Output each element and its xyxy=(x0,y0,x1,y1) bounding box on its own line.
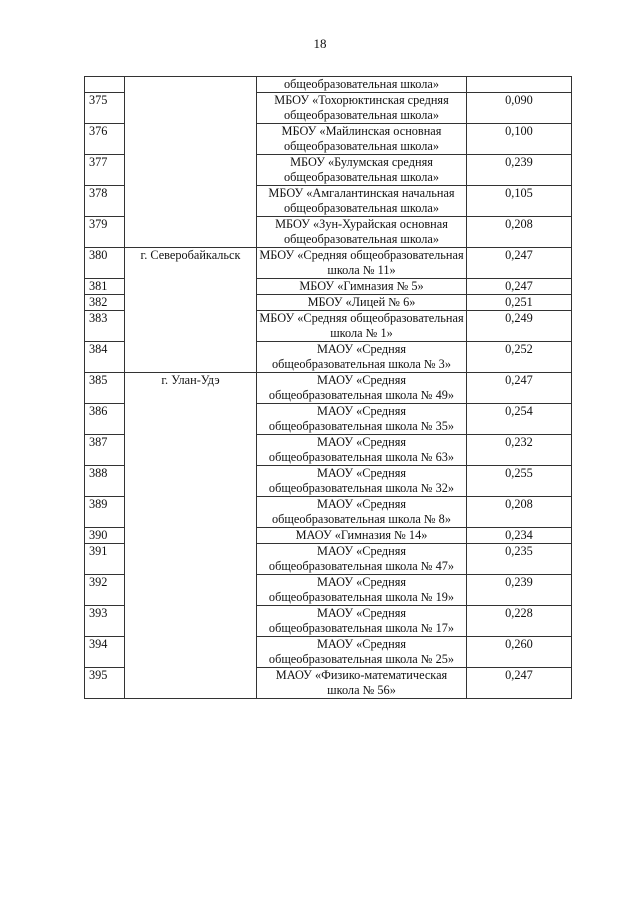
school-name-cell: МБОУ «Средняя общеобразовательная школа № 1» xyxy=(257,311,467,342)
school-name-cell: МАОУ «Средняя общеобразовательная школа № 17» xyxy=(257,606,467,637)
row-number-cell: 394 xyxy=(85,637,125,668)
row-number-cell: 395 xyxy=(85,668,125,699)
row-number-cell: 383 xyxy=(85,311,125,342)
school-name-cell: МБОУ «Майлинская основная общеобразовательная школа» xyxy=(257,124,467,155)
value-cell: 0,260 xyxy=(467,637,572,668)
value-cell: 0,208 xyxy=(467,217,572,248)
school-name-cell: МБОУ «Зун-Хурайская основная общеобразовательная школа» xyxy=(257,217,467,248)
row-number-cell: 377 xyxy=(85,155,125,186)
school-name-cell: МБОУ «Булумская средняя общеобразовательная школа» xyxy=(257,155,467,186)
school-name-cell: МАОУ «Средняя общеобразовательная школа № 8» xyxy=(257,497,467,528)
row-number-cell: 393 xyxy=(85,606,125,637)
school-name-cell: МАОУ «Средняя общеобразовательная школа № 49» xyxy=(257,373,467,404)
row-number-cell: 386 xyxy=(85,404,125,435)
row-number-cell: 379 xyxy=(85,217,125,248)
row-number-cell: 389 xyxy=(85,497,125,528)
school-name-cell: МАОУ «Средняя общеобразовательная школа № 25» xyxy=(257,637,467,668)
row-number-cell: 392 xyxy=(85,575,125,606)
value-cell: 0,208 xyxy=(467,497,572,528)
value-cell: 0,247 xyxy=(467,373,572,404)
school-name-cell: МАОУ «Физико-математическая школа № 56» xyxy=(257,668,467,699)
school-name-cell: МБОУ «Тохорюктинская средняя общеобразовательная школа» xyxy=(257,93,467,124)
value-cell xyxy=(467,77,572,93)
school-name-cell: МАОУ «Средняя общеобразовательная школа № 35» xyxy=(257,404,467,435)
value-cell: 0,090 xyxy=(467,93,572,124)
row-number-cell: 382 xyxy=(85,295,125,311)
value-cell: 0,247 xyxy=(467,279,572,295)
row-number-cell: 385 xyxy=(85,373,125,404)
value-cell: 0,100 xyxy=(467,124,572,155)
value-cell: 0,249 xyxy=(467,311,572,342)
school-name-cell: МАОУ «Средняя общеобразовательная школа № 63» xyxy=(257,435,467,466)
value-cell: 0,105 xyxy=(467,186,572,217)
value-cell: 0,239 xyxy=(467,575,572,606)
value-cell: 0,255 xyxy=(467,466,572,497)
row-number-cell: 391 xyxy=(85,544,125,575)
row-number-cell: 378 xyxy=(85,186,125,217)
table-row xyxy=(85,248,572,279)
row-number-cell: 388 xyxy=(85,466,125,497)
school-name-cell: общеобразовательная школа» xyxy=(257,77,467,93)
city-cell: г. Улан-Удэ xyxy=(125,373,257,699)
row-number-cell: 390 xyxy=(85,528,125,544)
value-cell: 0,254 xyxy=(467,404,572,435)
row-number-cell: 380 xyxy=(85,248,125,279)
schools-table xyxy=(84,76,572,699)
school-name-cell: МАОУ «Средняя общеобразовательная школа № 47» xyxy=(257,544,467,575)
value-cell: 0,247 xyxy=(467,248,572,279)
value-cell: 0,228 xyxy=(467,606,572,637)
value-cell: 0,252 xyxy=(467,342,572,373)
table-row xyxy=(85,373,572,404)
value-cell: 0,247 xyxy=(467,668,572,699)
value-cell: 0,234 xyxy=(467,528,572,544)
city-cell: г. Северобайкальск xyxy=(125,248,257,373)
school-name-cell: МАОУ «Гимназия № 14» xyxy=(257,528,467,544)
value-cell: 0,232 xyxy=(467,435,572,466)
city-cell xyxy=(125,77,257,248)
page-number: 18 xyxy=(313,36,327,51)
value-cell: 0,251 xyxy=(467,295,572,311)
school-name-cell: МАОУ «Средняя общеобразовательная школа № 3» xyxy=(257,342,467,373)
row-number-cell xyxy=(85,77,125,93)
row-number-cell: 384 xyxy=(85,342,125,373)
table-row-continuation xyxy=(85,77,572,93)
school-name-cell: МБОУ «Средняя общеобразовательная школа № 11» xyxy=(257,248,467,279)
school-name-cell: МБОУ «Амгалантинская начальная общеобразовательная школа» xyxy=(257,186,467,217)
value-cell: 0,235 xyxy=(467,544,572,575)
row-number-cell: 381 xyxy=(85,279,125,295)
school-name-cell: МБОУ «Лицей № 6» xyxy=(257,295,467,311)
school-name-cell: МБОУ «Гимназия № 5» xyxy=(257,279,467,295)
row-number-cell: 387 xyxy=(85,435,125,466)
row-number-cell: 375 xyxy=(85,93,125,124)
value-cell: 0,239 xyxy=(467,155,572,186)
school-name-cell: МАОУ «Средняя общеобразовательная школа № 19» xyxy=(257,575,467,606)
row-number-cell: 376 xyxy=(85,124,125,155)
school-name-cell: МАОУ «Средняя общеобразовательная школа № 32» xyxy=(257,466,467,497)
